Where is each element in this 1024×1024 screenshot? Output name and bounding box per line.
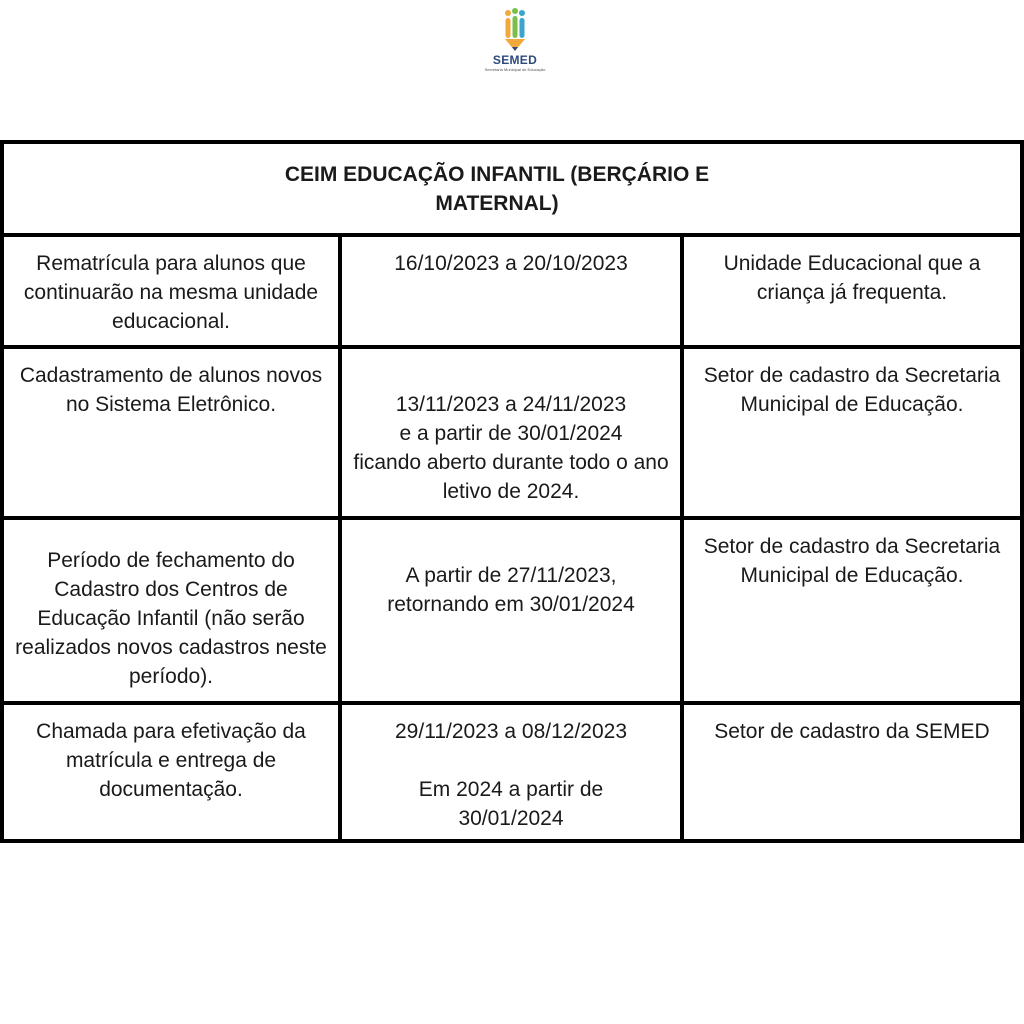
activity-cell: Chamada para efetivação da matrícula e entrega de documentação.: [36, 720, 306, 801]
location-cell: Setor de cadastro da Secretaria Municipal de Educação.: [703, 535, 1001, 587]
period-cell: 13/11/2023 a 24/11/2023 e a partir de 30/01/2024 ficando aberto durante todo o ano letivo de 2024.: [353, 393, 669, 503]
table-row: [4, 237, 1020, 345]
activity-cell: Período de fechamento do Cadastro dos Centros de Educação Infantil (não serão realizados novos cadastros neste período).: [15, 549, 327, 688]
location-cell: Unidade Educacional que a criança já frequenta.: [723, 252, 981, 304]
enrollment-schedule-table: [0, 140, 1024, 843]
logo-subtitle: Secretaria Municipal de Educação: [484, 67, 546, 72]
table-row: [4, 349, 1020, 516]
pencil-people-icon: [500, 8, 530, 52]
activity-cell: Rematrícula para alunos que continuarão na mesma unidade educacional.: [23, 252, 319, 333]
table-title-cell: [4, 144, 1020, 237]
location-cell: Setor de cadastro da SEMED: [714, 720, 990, 743]
semed-logo: [470, 8, 560, 88]
period-cell: A partir de 27/11/2023, retornando em 30/01/2024: [387, 564, 635, 616]
table-row: [4, 520, 1020, 701]
period-cell: 29/11/2023 a 08/12/2023 Em 2024 a partir de 30/01/2024: [395, 720, 627, 830]
location-cell: Setor de cadastro da Secretaria Municipal de Educação.: [703, 364, 1001, 416]
table-title: CEIM EDUCAÇÃO INFANTIL (BERÇÁRIO E MATERNAL): [284, 162, 710, 215]
logo-name: SEMED: [492, 53, 538, 67]
activity-cell: Cadastramento de alunos novos no Sistema Eletrônico.: [19, 364, 323, 416]
period-cell: 16/10/2023 a 20/10/2023: [394, 252, 628, 275]
table-row: [4, 705, 1020, 843]
